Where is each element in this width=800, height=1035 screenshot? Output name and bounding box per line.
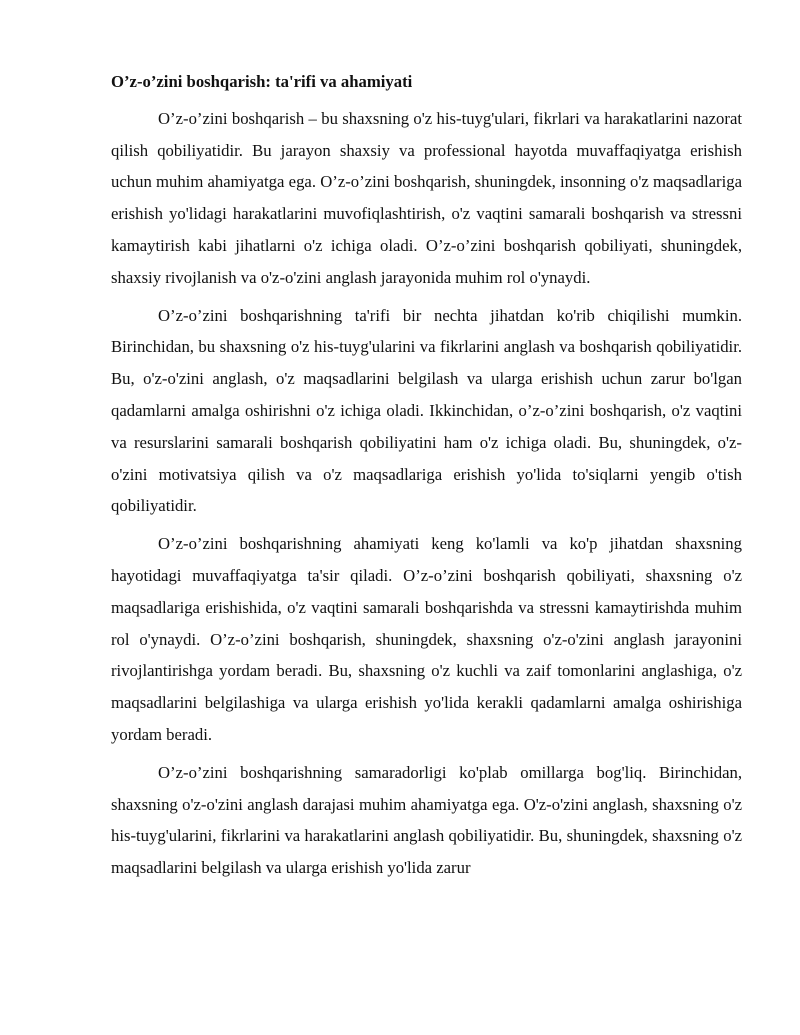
document-page [111,66,742,890]
paragraph-importance: O’z-o’zini boshqarishning ahamiyati keng ko'lamli va ko'p jihatdan shaxsning hayotidagi muvaffaqiyatga ta'sir qiladi. O’z-o’zini boshqarish qobiliyati, shaxsning o'z maqsadlariga erishishida, o'z vaqtini samarali boshqarishda va stressni kamaytirishda muhim rol o'ynaydi. O’z-o’zini boshqarish, shuningdek, shaxsning o'z-o'zini anglash jarayonini rivojlantirishga yordam beradi. Bu, shaxsning o'z kuchli va zaif tomonlarini anglashiga, o'z maqsadlarini belgilashiga va ularga erishish yo'lida kerakli qadamlarni amalga oshirishiga yordam beradi. [111,534,742,744]
document-heading: O’z-o’zini boshqarish: ta'rifi va ahamiyati [111,72,413,91]
paragraph-effectiveness: O’z-o’zini boshqarishning samaradorligi ko'plab omillarga bog'liq. Birinchidan, shaxsning o'z-o'zini anglash darajasi muhim ahamiyatga ega. O'z-o'zini anglash, shaxsning o'z his-tuyg'ularini, fikrlarini va harakatlarini anglash qobiliyatidir. Bu, shuningdek, shaxsning o'z maqsadlarini belgilash va ularga erishish yo'lida zarur [111,762,742,878]
paragraph-aspects: O’z-o’zini boshqarishning ta'rifi bir nechta jihatdan ko'rib chiqilishi mumkin. Birinchidan, bu shaxsning o'z his-tuyg'ularini va fikrlarini anglash va boshqarish qobiliyatidir. Bu, o'z-o'zini anglash, o'z maqsadlarini belgilash va ularga erishish uchun zarur bo'lgan qadamlarni amalga oshirishni o'z ichiga oladi. Ikkinchidan, o’z-o’zini boshqarish, o'z vaqtini va resurslarini samarali boshqarish qobiliyatini ham o'z ichiga oladi. Bu, shuningdek, o'z-o'zini motivatsiya qilish va o'z maqsadlariga erishish yo'lida to'siqlarni yengib o'tish qobiliyatidir. [111,305,742,516]
paragraph-definition: O’z-o’zini boshqarish – bu shaxsning o'z his-tuyg'ulari, fikrlari va harakatlarini nazorat qilish qobiliyatidir. Bu jarayon shaxsiy va professional hayotda muvaffaqiyatga erishish uchun muhim ahamiyatga ega. O’z-o’zini boshqarish, shuningdek, insonning o'z maqsadlariga erishish yo'lidagi harakatlarini muvofiqlashtirish, o'z vaqtini samarali boshqarish va stressni kamaytirish kabi jihatlarni o'z ichiga oladi. O’z-o’zini boshqarish qobiliyati, shuningdek, shaxsiy rivojlanish va o'z-o'zini anglash jarayonida muhim rol o'ynaydi. [111,108,742,287]
